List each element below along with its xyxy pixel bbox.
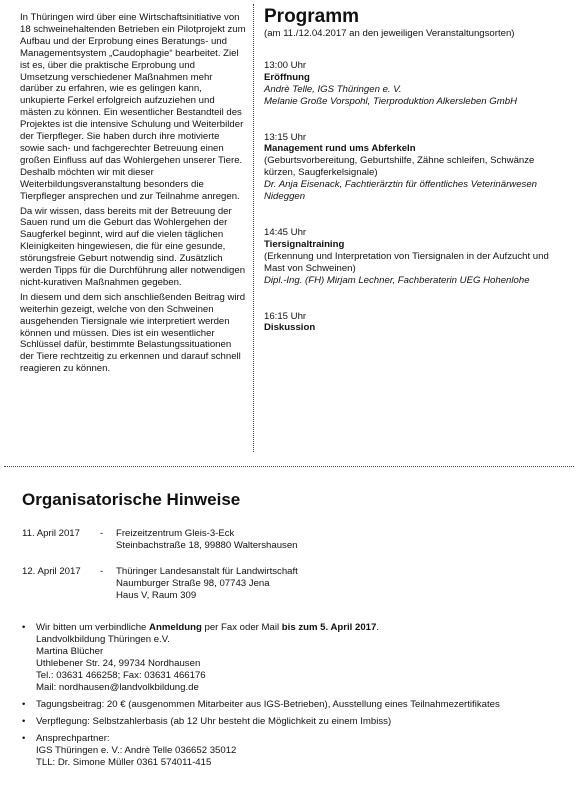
session-diskussion bbox=[264, 311, 564, 335]
ansprech-line: IGS Thüringen e. V.: Andrè Telle 036652 35012 bbox=[36, 745, 237, 756]
section-divider bbox=[4, 466, 574, 467]
venue-dash: - bbox=[100, 528, 104, 539]
org-title: Organisatorische Hinweise bbox=[22, 490, 241, 509]
venue-line: Naumburger Straße 98, 07743 Jena bbox=[116, 578, 270, 589]
session-heading: Tiersignaltraining bbox=[264, 238, 345, 250]
venue-row bbox=[22, 566, 562, 602]
anmeldung-deadline: bis zum 5. April 2017 bbox=[281, 622, 377, 633]
session-heading: Management rund ums Abferkeln bbox=[264, 143, 416, 155]
contact-line: Martina Blücher bbox=[36, 646, 104, 657]
note-verpflegung bbox=[22, 716, 562, 728]
session-time: 13:15 Uhr bbox=[264, 131, 307, 143]
session-eroeffnung bbox=[264, 60, 564, 108]
venue-date: 12. April 2017 bbox=[22, 566, 81, 577]
venue-line: Thüringer Landesanstalt für Landwirtschaft bbox=[116, 566, 298, 577]
bullet-icon: • bbox=[22, 622, 26, 633]
intro-paragraph-2: Da wir wissen, dass bereits mit der Betreuung der Sauen rund um die Geburt das Wohlergehen der Saugferkel beginnt, wird auf die vielen täglichen Kleinigkeiten hingewiesen, die für eine gesunde, störungsfreie Geburt notwendig sind. Zusätzlich werden Tipps für die Durchführung aller notwendigen nicht-kurativen Maßnahmen gegeben. bbox=[20, 205, 246, 288]
ansprech-line: TLL: Dr. Simone Müller 0361 574011-415 bbox=[36, 757, 212, 768]
contact-line: Mail: nordhausen@landvolkbildung.de bbox=[36, 682, 199, 693]
bullet-icon: • bbox=[22, 733, 26, 744]
beitrag-text: Tagungsbeitrag: 20 € (ausgenommen Mitarbeiter aus IGS-Betrieben), Ausstellung eines Teilnahmezertifikates bbox=[36, 699, 500, 710]
venue-date: 11. April 2017 bbox=[22, 528, 80, 539]
bullet-icon: • bbox=[22, 716, 26, 727]
organisatorische-hinweise bbox=[22, 490, 562, 774]
note-anmeldung bbox=[22, 622, 562, 694]
session-time: 14:45 Uhr bbox=[264, 226, 307, 238]
venue-dash: - bbox=[100, 566, 104, 577]
session-time: 13:00 Uhr bbox=[264, 59, 307, 71]
venue-address bbox=[116, 528, 298, 552]
session-speakers: Andrè Telle, IGS Thüringen e. V. Melanie Große Vorspohl, Tierproduktion Alkersleben GmbH bbox=[264, 83, 518, 107]
session-detail: (Geburtsvorbereitung, Geburtshilfe, Zähne schleifen, Schwänze kürzen, Saugferkelsignale) bbox=[264, 155, 535, 179]
contact-line: Tel.: 03631 466258; Fax: 03631 466176 bbox=[36, 670, 206, 681]
bullet-icon: • bbox=[22, 699, 26, 710]
venue-address bbox=[116, 566, 298, 602]
anmeldung-bold: Anmeldung bbox=[149, 622, 202, 633]
anmeldung-text: Wir bitten um verbindliche Anmeldung per Fax oder Mail bis zum 5. April 2017. bbox=[36, 622, 380, 633]
venue-line: Steinbachstraße 18, 99880 Waltershausen bbox=[116, 540, 298, 551]
contact-line: Landvolkbildung Thüringen e.V. bbox=[36, 634, 170, 645]
session-heading: Eröffnung bbox=[264, 71, 310, 83]
session-time: 16:15 Uhr bbox=[264, 310, 307, 322]
venue-line: Freizeitzentrum Gleis-3-Eck bbox=[116, 528, 235, 539]
verpflegung-text: Verpflegung: Selbstzahlerbasis (ab 12 Uhr besteht die Möglichkeit zu einem Imbiss) bbox=[36, 716, 392, 727]
intro-paragraph-3: In diesem und dem sich anschließenden Beitrag wird weiterhin gezeigt, welche von den Schweinen ausgehenden Tiersignale wie interpretiert werden können und müssen. Dies ist ein wesentlicher Schlüssel dafür, bestimmte Belastungssituationen der Tiere rechtzeitig zu erkennen und darauf schnell reagieren zu können. bbox=[20, 291, 246, 375]
note-ansprechpartner bbox=[22, 733, 562, 769]
session-tiersignal bbox=[264, 227, 564, 287]
venue-line: Haus V, Raum 309 bbox=[116, 590, 197, 601]
notes-list bbox=[22, 622, 562, 769]
column-divider bbox=[253, 4, 254, 452]
venue-row bbox=[22, 528, 562, 552]
session-abferkeln bbox=[264, 132, 564, 203]
programm-section bbox=[264, 6, 564, 358]
intro-paragraph-1: In Thüringen wird über eine Wirtschaftsinitiative von 18 schweinehaltenden Betrieben ein Pilotprojekt zum Aufbau und der Erprobung eines Beratungs- und Managementsystem „Caudophagie“ bearbeitet. Ziel ist es, über die praktische Erprobung und Umsetzung verschiedener Maßnahmen mehr darüber zu erfahren, wie es gelingen kann, unkupierte Ferkel erfolgreich aufzuziehen und mästen zu können. Ein wesentlicher Bestandteil des Projektes ist die intensive Schulung und Weiterbilder der Tierpfleger. Sie haben durch ihre motivierte sowie sach- und fachgerechter Betreuung einen großen Einfluss auf das Wohlergehen unserer Tiere. Deshalb möchten wir mit dieser Weiterbildungsveranstaltung besonders die Tierpfleger ansprechen und zur Teilnahme anregen. bbox=[20, 12, 246, 202]
session-detail: (Erkennung und Interpretation von Tiersignalen in der Aufzucht und Mast von Schweinen) bbox=[264, 250, 549, 274]
session-heading: Diskussion bbox=[264, 322, 316, 334]
note-tagungsbeitrag bbox=[22, 699, 562, 711]
programm-subtitle: (am 11./12.04.2017 an den jeweiligen Veranstaltungsorten) bbox=[264, 28, 515, 39]
session-speakers: Dr. Anja Eisenack, Fachtierärztin für öffentliches Veterinärwesen Nideggen bbox=[264, 179, 538, 203]
programm-title: Programm bbox=[264, 6, 360, 27]
contact-line: Uthlebener Str. 24, 99734 Nordhausen bbox=[36, 658, 201, 669]
session-speakers: Dipl.-Ing. (FH) Mirjam Lechner, Fachberaterin UEG Hohenlohe bbox=[264, 274, 530, 286]
intro-text bbox=[20, 12, 246, 378]
ansprech-label: Ansprechpartner: bbox=[36, 733, 110, 744]
